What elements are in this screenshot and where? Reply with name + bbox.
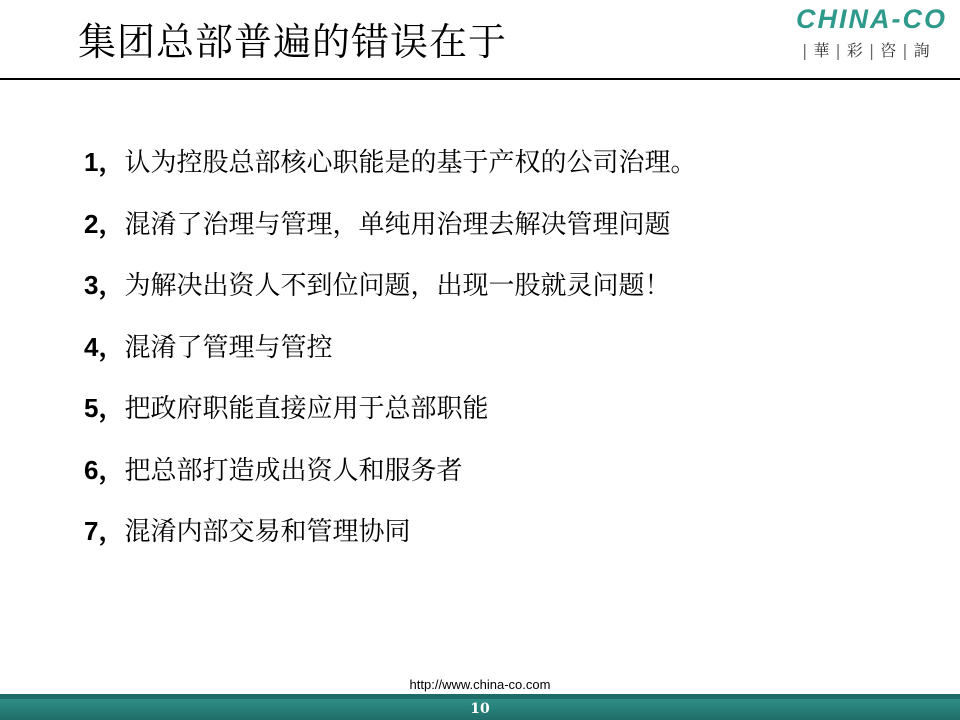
item-number: 6， bbox=[84, 454, 125, 485]
page-number: 10 bbox=[470, 701, 490, 717]
logo-separator: | bbox=[868, 41, 875, 60]
item-number: 1， bbox=[84, 147, 125, 177]
item-text: 认为控股总部核心职能是的基于产权的公司治理。 bbox=[124, 148, 697, 178]
logo-separator: | bbox=[902, 41, 908, 60]
item-text: 混淆内部交易和管理协同 bbox=[124, 517, 411, 547]
item-number: 4， bbox=[84, 331, 125, 362]
list-item bbox=[84, 265, 696, 327]
item-text: 把总部打造成出资人和服务者 bbox=[124, 455, 463, 486]
logo-chinese-name bbox=[796, 38, 930, 61]
error-list bbox=[84, 142, 696, 573]
item-number: 3， bbox=[84, 270, 125, 300]
item-text: 混淆了管理与管控 bbox=[124, 332, 333, 363]
item-text: 为解决出资人不到位问题，出现一股就灵问题！ bbox=[124, 271, 671, 301]
list-item bbox=[84, 450, 696, 512]
logo-char: 咨 bbox=[880, 41, 897, 60]
item-number: 2， bbox=[84, 208, 125, 239]
company-logo bbox=[796, 4, 956, 64]
footer-url[interactable]: http://www.china-co.com bbox=[409, 677, 551, 692]
list-item bbox=[84, 327, 696, 389]
list-item bbox=[84, 388, 696, 450]
logo-separator: | bbox=[802, 41, 808, 60]
title-divider bbox=[0, 78, 960, 80]
item-number: 5， bbox=[84, 393, 125, 423]
logo-wordmark: CHINA-CO bbox=[796, 4, 947, 34]
slide-title: 集团总部普遍的错误在于 bbox=[78, 20, 508, 64]
item-number: 7， bbox=[84, 516, 125, 546]
item-text: 混淆了治理与管理，单纯用治理去解决管理问题 bbox=[124, 209, 671, 240]
list-item bbox=[84, 511, 696, 573]
list-item bbox=[84, 204, 696, 266]
logo-char: 詢 bbox=[913, 41, 930, 60]
list-item bbox=[84, 142, 696, 204]
logo-char: 彩 bbox=[846, 41, 863, 60]
logo-char: 華 bbox=[813, 41, 830, 60]
item-text: 把政府职能直接应用于总部职能 bbox=[124, 394, 489, 424]
logo-separator: | bbox=[835, 41, 841, 60]
